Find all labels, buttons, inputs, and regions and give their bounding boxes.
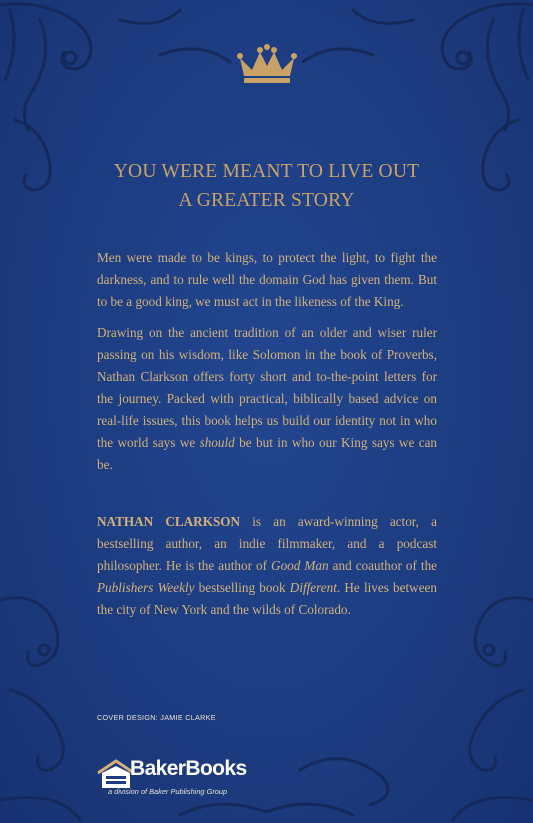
emphasis-should: should (199, 435, 235, 450)
publisher-tagline: a division of Baker Publishing Group (108, 787, 228, 796)
headline-line-1: YOU WERE MEANT TO LIVE OUT (113, 161, 420, 182)
paragraph-2-end: be but in who our King says we can be. (97, 435, 438, 472)
bio-text-3: bestselling book (194, 580, 290, 595)
description-paragraph-1: Men were made to be kings, to protect the light, to fight the darkness, and to rule well the domain God has given them. But to be a good king, we must act in the likeness of the King. (97, 250, 437, 309)
bio-text-4: . He lives between the city of New York and the wilds of Colorado. (97, 580, 437, 617)
author-bio (97, 511, 437, 621)
bio-text-2: and coauthor of the (328, 558, 438, 573)
description-paragraph-2 (97, 322, 437, 476)
book-title-different: Different (289, 580, 337, 595)
book-title-good-man: Good Man (271, 558, 329, 573)
bio-text-1: is an award-winning actor, a bestselling author, an indie filmmaker, and a podcast philosopher. He is the author of (97, 514, 437, 573)
headline (40, 157, 493, 215)
paragraph-2-text: Drawing on the ancient tradition of an older and wiser ruler passing on his wisdom, like Solomon in the book of Proverbs, Nathan Clarkson offers forty short and to-the-point letters for the journey. Packed with practical, biblically based advice on real-life issues, this book helps us build our identity not in who the world says we (97, 325, 437, 450)
headline-line-2: A GREATER STORY (178, 190, 355, 211)
cover-design-credit: COVER DESIGN: JAMIE CLARKE (97, 713, 216, 722)
publisher-logo (96, 755, 256, 805)
crown-icon (236, 44, 298, 86)
publisher-name: BakerBooks (130, 757, 247, 780)
publication-name: Publishers Weekly (97, 580, 195, 595)
author-name: NATHAN CLARKSON (97, 514, 241, 529)
